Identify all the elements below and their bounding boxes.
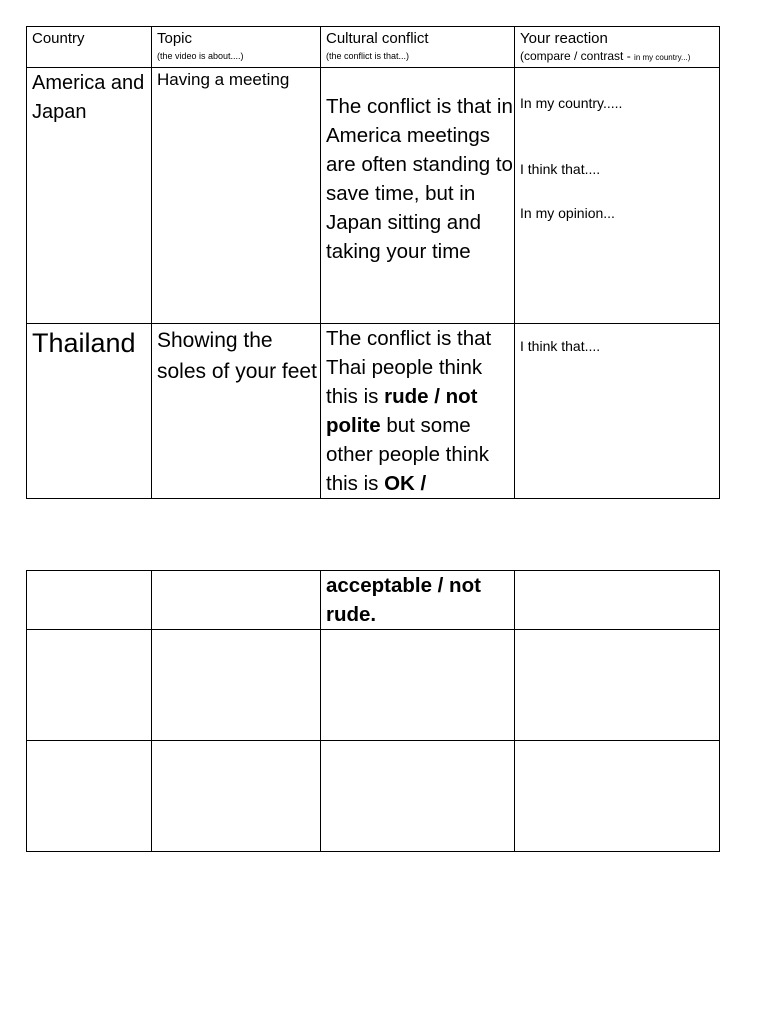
row2-topic-cell (152, 324, 321, 499)
header-reaction-note-small: in my country...) (634, 53, 691, 62)
table-row (27, 324, 720, 499)
row2-country: Thailand (32, 328, 136, 358)
cont-conflict-bold: acceptable / not rude. (326, 574, 481, 626)
empty-cell[interactable] (515, 630, 720, 741)
header-conflict-cell (321, 27, 515, 68)
table-row (27, 741, 720, 852)
header-country-cell (27, 27, 152, 68)
row2-conflict-cell (321, 324, 515, 499)
empty-cell[interactable] (27, 630, 152, 741)
row1-reaction-3: In my opinion... (520, 205, 615, 221)
row1-conflict: The conflict is that in America meetings are often standing to save time, but in Japan sitting and taking your time (326, 95, 513, 263)
table-row (27, 630, 720, 741)
header-country: Country (32, 30, 85, 47)
row1-reaction-2: I think that.... (520, 161, 601, 177)
header-topic-note: (the video is about....) (157, 51, 244, 61)
row2-country-cell (27, 324, 152, 499)
cont-topic-cell (152, 571, 321, 630)
header-reaction-cell (515, 27, 720, 68)
table-row (27, 68, 720, 324)
row1-topic-cell (152, 68, 321, 324)
worksheet-table-continued (26, 570, 720, 852)
table-row (27, 571, 720, 630)
empty-cell[interactable] (321, 741, 515, 852)
row1-conflict-cell (321, 68, 515, 324)
empty-cell[interactable] (515, 741, 720, 852)
header-row (27, 27, 720, 68)
row2-conflict (326, 324, 514, 498)
header-reaction-note (520, 49, 719, 65)
row2-reaction-cell (515, 324, 720, 499)
row2-topic: Showing the soles of your feet (157, 329, 317, 383)
header-topic: Topic (157, 30, 193, 47)
row1-country: America and Japan (32, 72, 145, 123)
empty-cell[interactable] (152, 741, 321, 852)
header-reaction: Your reaction (520, 30, 608, 47)
row1-reaction-cell (515, 68, 720, 324)
header-conflict-note: (the conflict is that...) (326, 51, 410, 61)
row2-conflict-text-2: but some other people think this is (326, 414, 489, 495)
row1-country-cell (27, 68, 152, 324)
row2-conflict-bold-1: rude / not polite (326, 385, 478, 437)
header-conflict: Cultural conflict (326, 30, 429, 47)
empty-cell[interactable] (152, 630, 321, 741)
row2-conflict-text-1: The conflict is that Thai people think this is (326, 327, 492, 408)
row1-topic: Having a meeting (157, 70, 290, 89)
header-reaction-note-main: (compare / contrast - (520, 49, 631, 63)
empty-cell[interactable] (27, 741, 152, 852)
empty-cell[interactable] (321, 630, 515, 741)
cont-country-cell (27, 571, 152, 630)
header-topic-cell (152, 27, 321, 68)
row2-conflict-bold-2: OK / (384, 472, 427, 495)
row2-reaction-1: I think that.... (520, 338, 601, 354)
worksheet-table (26, 26, 720, 499)
cont-reaction-cell (515, 571, 720, 630)
row1-reaction-1: In my country..... (520, 95, 623, 111)
cont-conflict-cell (321, 571, 515, 630)
